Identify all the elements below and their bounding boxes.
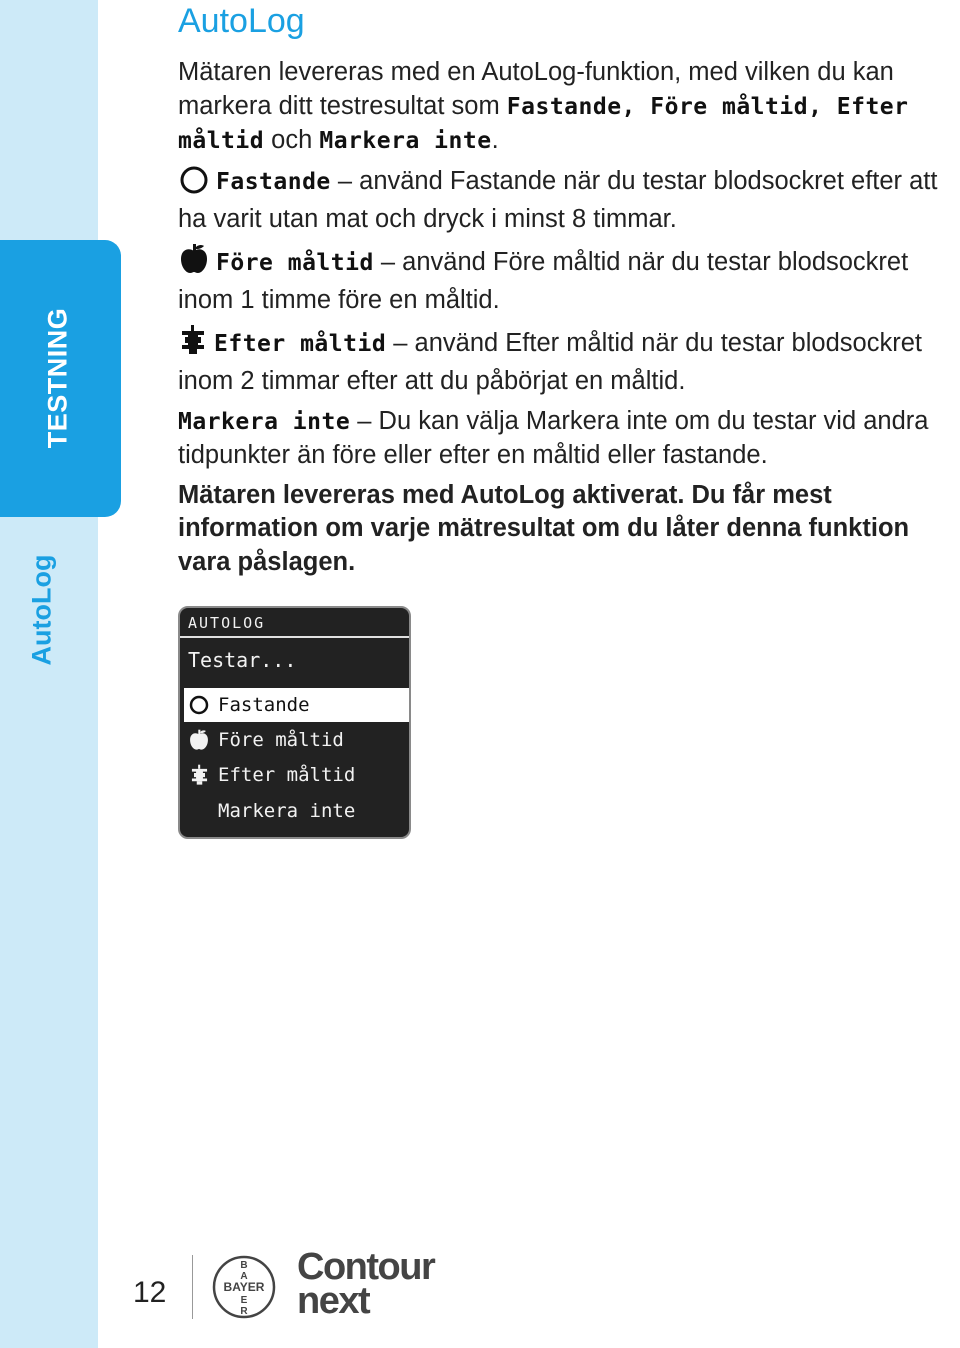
item-text: – använd Efter måltid när du testar blodsockret inom 2 timmar efter att du påbörjat en måltid.: [178, 328, 922, 395]
side-strip: [0, 0, 98, 1348]
item-fore-maltid: [178, 243, 953, 318]
svg-text:BAYER: BAYER: [223, 1280, 265, 1294]
svg-text:A: A: [240, 1271, 248, 1282]
item-term: Efter måltid: [214, 330, 387, 357]
contour-next-logo: [297, 1246, 435, 1322]
section-tab-testning-label: TESTNING: [42, 307, 73, 449]
meter-screen-header: AUTOLOG: [188, 614, 266, 632]
item-term: Markera inte: [178, 408, 351, 435]
meter-screen: [178, 606, 411, 839]
item-markera-inte: [178, 405, 953, 473]
apple-core-icon: [178, 324, 208, 366]
intro-text-1: Mätaren levereras med en AutoLog-funktion, med vilken du kan markera ditt testresultat som: [178, 58, 894, 120]
svg-text:R: R: [240, 1306, 248, 1317]
meter-option-fore-maltid[interactable]: [184, 723, 409, 757]
svg-text:E: E: [240, 1295, 248, 1306]
intro-paragraph: [178, 56, 953, 159]
item-text: – använd Före måltid när du testar blodsockret inom 1 timme före en måltid.: [178, 247, 909, 314]
meter-option-fastande[interactable]: [184, 688, 409, 722]
meter-option-label: Efter måltid: [218, 764, 356, 786]
intro-text-2: och: [264, 126, 320, 154]
brand-line-2: next: [297, 1280, 370, 1322]
item-text: – Du kan välja Markera inte om du testar vid andra tidpunkter än före eller efter en måltid eller fastande.: [178, 406, 929, 469]
page-title: AutoLog: [178, 2, 305, 40]
brand-line-1: Contour: [297, 1246, 435, 1288]
page-number: 12: [133, 1276, 167, 1309]
note-paragraph: Mätaren levereras med AutoLog aktiverat. Du får mest information om varje mätresultat om du låter denna funktion vara påslagen.: [178, 480, 910, 576]
meter-option-label: Före måltid: [218, 729, 344, 751]
item-term: Fastande: [216, 168, 331, 195]
circle-icon: [186, 695, 212, 715]
item-text: – använd Fastande när du testar blodsockret efter att ha varit utan mat och dryck i minst 8 timmar.: [178, 166, 938, 233]
meter-option-label: Fastande: [218, 694, 310, 716]
meter-option-efter-maltid[interactable]: [184, 758, 409, 792]
svg-text:B: B: [240, 1260, 248, 1271]
meter-option-markera-inte[interactable]: [184, 794, 409, 828]
intro-text-3: .: [491, 126, 499, 154]
circle-icon: [178, 166, 210, 204]
bayer-logo: [212, 1255, 276, 1319]
footer-divider: [192, 1255, 193, 1319]
intro-code-2: Markera inte: [319, 128, 492, 154]
main-content: [178, 56, 953, 585]
apple-icon: [186, 729, 212, 751]
apple-core-icon: [186, 764, 212, 786]
apple-icon: [178, 243, 210, 285]
intro-code-1: Fastande, Före måltid, Efter måltid: [178, 93, 909, 154]
meter-option-label: Markera inte: [218, 800, 356, 822]
item-fastande: [178, 165, 953, 237]
section-tab-autolog-label[interactable]: AutoLog: [26, 554, 57, 666]
meter-status: Testar...: [188, 648, 297, 672]
item-efter-maltid: [178, 324, 953, 399]
meter-header-divider: [180, 636, 409, 638]
item-term: Före måltid: [216, 249, 374, 276]
